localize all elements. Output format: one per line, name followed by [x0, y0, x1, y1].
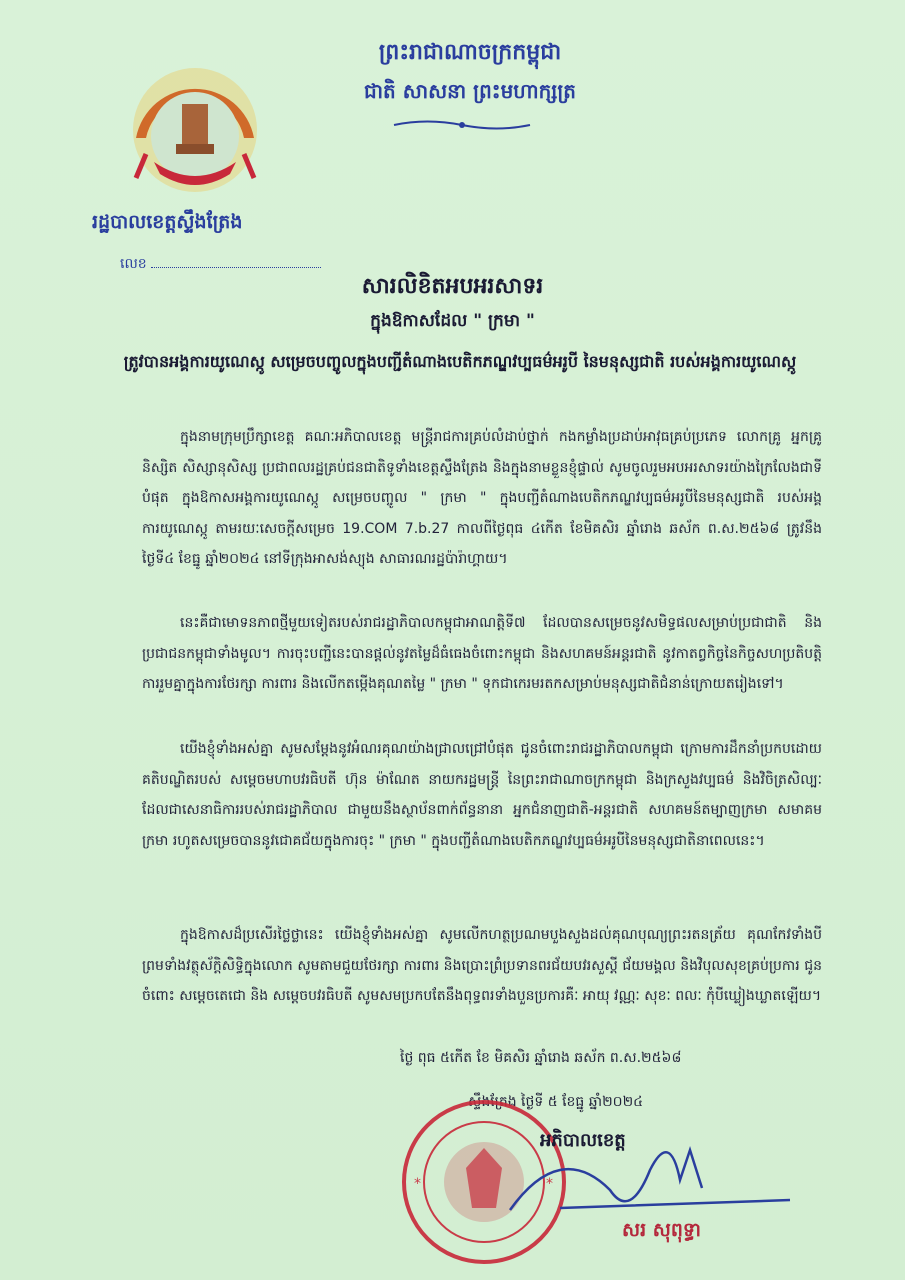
- gregorian-date: ស្ទឹងត្រែង ថ្ងៃទី ៥ ខែធ្នូ ឆ្នាំ២០២៤: [468, 1094, 644, 1110]
- national-motto: ជាតិ សាសនា ព្រះមហាក្សត្រ: [364, 79, 576, 103]
- handwritten-signature: [440, 1130, 800, 1230]
- kingdom-heading: ព្រះរាជាណាចក្រកម្ពុជា: [378, 40, 562, 65]
- svg-text:*: *: [414, 1176, 421, 1192]
- signatory-position: អភិបាលខេត្ត: [540, 1130, 626, 1151]
- lunar-date: ថ្ងៃ ពុធ ៥កើត ខែ មិគសិរ ឆ្នាំរោង ឆស័ក ព.ស.២៥៦៨: [400, 1050, 682, 1066]
- svg-text:*: *: [546, 1176, 553, 1192]
- letter-subject: ត្រូវបានអង្គការយូណេស្កូ សម្រេចបញ្ចូលក្នុងបញ្ជីតំណាងបេតិកភណ្ឌវប្បធម៌អរូបី នៃមនុស្សជាតិ របស់អង្គការយូណេស្កូ: [123, 352, 797, 371]
- letter-title: សារលិខិតអបអរសាទរ: [361, 274, 544, 299]
- signatory-name: សរ សុពុទ្ធា: [622, 1219, 701, 1241]
- body-paragraph-3: យើងខ្ញុំទាំងអស់គ្នា សូមសម្តែងនូវអំណរគុណយ៉ាងជ្រាលជ្រៅបំផុត ជូនចំពោះរាជរដ្ឋាភិបាលកម្ពុជា ក្រោមការដឹកនាំប្រកបដោយគតិបណ្ឌិតរបស់ សម្តេចមហាបវរធិបតី ហ៊ុន ម៉ាណែត នាយករដ្ឋមន្ត្រី នៃព្រះរាជាណាចក្រកម្ពុជា និងក្រសួងវប្បធម៌ និងវិចិត្រសិល្បៈ ដែលជាសេនាធិការរបស់រាជរដ្ឋាភិបាល ជាមួយនឹងស្ថាប័នពាក់ព័ន្ធនានា អ្នកជំនាញជាតិ-អន្តរជាតិ សហគមន៍តម្បាញក្រមា សមាគមក្រមា រហូតសម្រេចបាននូវជោគជ័យក្នុងការចុះ " ក្រមា " ក្នុងបញ្ជីតំណាងបេតិកភណ្ឌវប្បធម៌អរូបីនៃមនុស្សជាតិនាពេលនេះ។: [142, 741, 822, 849]
- body-paragraph-1: ក្នុងនាមក្រុមប្រឹក្សាខេត្ត គណៈអភិបាលខេត្ត មន្ត្រីរាជការគ្រប់លំដាប់ថ្នាក់ កងកម្លាំងប្រដាប់អាវុធគ្រប់ប្រភេទ លោកគ្រូ អ្នកគ្រូ និស្សិត សិស្សានុសិស្ស ប្រជាពលរដ្ឋគ្រប់ជនជាតិទូទាំងខេត្តស្ទឹងត្រែង និងក្នុងនាមខ្លួនខ្ញុំផ្ទាល់ សូមចូលរួមអបអរសាទរយ៉ាងក្រៃលែងជាទីបំផុត ក្នុងឱកាសអង្គការយូណេស្កូ សម្រេចបញ្ចូល " ក្រមា " ក្នុងបញ្ជីតំណាងបេតិកភណ្ឌវប្បធម៌អរូបីនៃមនុស្សជាតិ របស់អង្គការយូណេស្កូ តាមរយៈសេចក្តីសម្រេច 19.COM 7.b.27 កាលពីថ្ងៃពុធ ៤កើត ខែមិគសិរ ឆ្នាំរោង ឆស័ក ព.ស.២៥៦៨ ត្រូវនឹងថ្ងៃទី៤ ខែធ្នូ ឆ្នាំ២០២៤ នៅទីក្រុងអាសង់ស្យុង សាធារណរដ្ឋប៉ារ៉ាហ្គាយ។: [142, 429, 822, 567]
- letter-subtitle: ក្នុងឱកាសដែល " ក្រមា ": [370, 311, 535, 331]
- office-name: រដ្ឋបាលខេត្តស្ទឹងត្រែង: [92, 211, 243, 233]
- province-emblem-logo: [126, 58, 264, 196]
- body-paragraph-4: ក្នុងឱកាសដ៏ប្រសើរថ្លៃថ្លានេះ យើងខ្ញុំទាំងអស់គ្នា សូមលើកហត្ថប្រណមបួងសួងដល់គុណបុណ្យព្រះរតនត្រ័យ គុណកែវទាំងបី ព្រមទាំងវត្ថុស័ក្តិសិទ្ធិក្នុងលោក សូមតាមជួយថែរក្សា ការពារ និងប្រោះព្រំប្រទានពរជ័យបវរសួស្តី ជ័យមង្គល និងវិបុលសុខគ្រប់ប្រការ ជូនចំពោះ សម្តេចតេជោ និង សម្តេចបវរធិបតី សូមសមប្រកបតែនឹងពុទ្ធពរទាំងបួនប្រការគឺៈ អាយុ វណ្ណៈ សុខៈ ពលៈ កុំបីឃ្លៀងឃ្លាតឡើយ។: [142, 927, 822, 1004]
- divider-ornament: [392, 118, 532, 132]
- body-paragraph-2: នេះគឺជាមោទនភាពថ្មីមួយទៀតរបស់រាជរដ្ឋាភិបាលកម្ពុជាអាណត្តិទី៧ ដែលបានសម្រេចនូវសមិទ្ធផលសម្រាប់ប្រជាជាតិ និងប្រជាជនកម្ពុជាទាំងមូល។ ការចុះបញ្ជីនេះបានផ្តល់នូវតម្លៃដ៏ធំធេងចំពោះកម្ពុជា និងសហគមន៍អន្តរជាតិ នូវកាតព្វកិច្ចនៃកិច្ចសហប្រតិបត្តិការរួមគ្នាក្នុងការថែរក្សា ការពារ និងលើកតម្កើងគុណតម្លៃ " ក្រមា " ទុកជាកេរមរតកសម្រាប់មនុស្សជាតិជំនាន់ក្រោយតរៀងទៅ។: [142, 615, 822, 692]
- number-label: លេខ: [120, 256, 147, 272]
- number-blank: [151, 267, 321, 268]
